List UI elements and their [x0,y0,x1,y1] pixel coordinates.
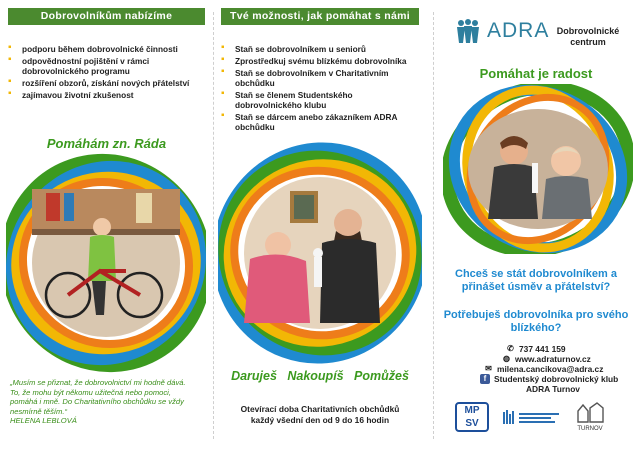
list-item: ▪ Staň se členem Studentského dobrovolnického klubu [213,90,421,110]
question-become-volunteer: Chceš se stát dobrovolníkem a přinášet úsměv a přátelství? [455,268,617,293]
turnov-label: TURNOV [577,426,603,432]
club-name: Studentský dobrovolnický klub [494,374,619,384]
panel-header: Dobrovolníkům nabízíme [8,8,205,25]
benefits-list [0,44,205,102]
email-link[interactable]: milena.cancikova@adra.cz [497,364,604,374]
phone-row [480,344,618,354]
section-heading: Pomáhat je radost [479,66,593,81]
list-item: ▪ Staň se dárcem anebo zákazníkem ADRA obchůdku [213,112,421,132]
club-org: ADRA Turnov [526,384,580,394]
list-item: ▪ podporu během dobrovolnické činnosti [0,44,205,54]
turnov-logo [572,402,608,432]
envelope-icon: ✉ [485,364,492,373]
photo-swirl-seniors [443,84,633,254]
quote-author: HELENA LEBLOVÁ [10,416,77,426]
email-row [480,364,618,374]
facebook-icon[interactable]: f [480,374,490,384]
opening-hours [223,404,417,425]
list-item: ▪ Staň se dobrovolníkem v Charitativním obchůdku [213,68,421,88]
adra-people-icon [453,18,483,44]
globe-icon: ◍ [503,354,510,363]
hours-line: Otevírací doba Charitativních obchůdků [240,404,400,414]
adra-logo [453,18,549,44]
hours-line: každý všední den od 9 do 16 hodin [250,414,390,425]
section-heading: Pomáhám zn. Ráda [46,136,167,151]
web-row [480,354,618,364]
list-item: ▪ zajímavou životní zkušenost [0,90,205,100]
list-item: ▪ Zprostředkuj svému blízkému dobrovolníka [213,56,421,66]
fold-line [433,12,434,439]
photo-swirl-shop [218,142,422,364]
quote-text: „Musím se přiznat, že dobrovolnictví mi hodně dává. To, že mohu být někomu užitečná nebo pomoci, pomáhá i mně. Do Charitativního obchůdku se vždy nesmírně těším.“ [10,378,186,416]
panel-header: Tvé možnosti, jak pomáhat s námi [221,8,419,25]
photo-swirl-volunteer [6,152,206,374]
club-row-2 [480,384,618,394]
list-item: ▪ odpovědnostní pojištění v rámci dobrovolnického programu [0,56,205,76]
question-need-volunteer: Potřebuješ dobrovolníka pro svého blízkého? [443,309,629,334]
options-list [213,44,421,134]
panel-middle [213,0,427,451]
turnov-emblem-icon [575,402,605,424]
phone-number: 737 441 159 [519,344,566,354]
list-item: ▪ rozšíření obzorů, získání nových přátelství [0,78,205,88]
volunteer-quote [10,378,190,426]
list-item: ▪ Staň se dobrovolníkem u seniorů [213,44,421,54]
ministry-logo [503,408,563,428]
club-row [480,374,618,384]
centrum-label: Dobrovolnické centrum [556,26,620,47]
phone-icon: ✆ [507,344,514,353]
contact-block [480,344,618,394]
web-link[interactable]: www.adraturnov.cz [515,354,591,364]
mpsv-logo: MP SV [455,402,489,432]
adra-logo-text: ADRA [487,19,550,42]
slogan: Daruješ Nakoupíš Pomůžeš [231,369,409,383]
panel-left [0,0,213,451]
